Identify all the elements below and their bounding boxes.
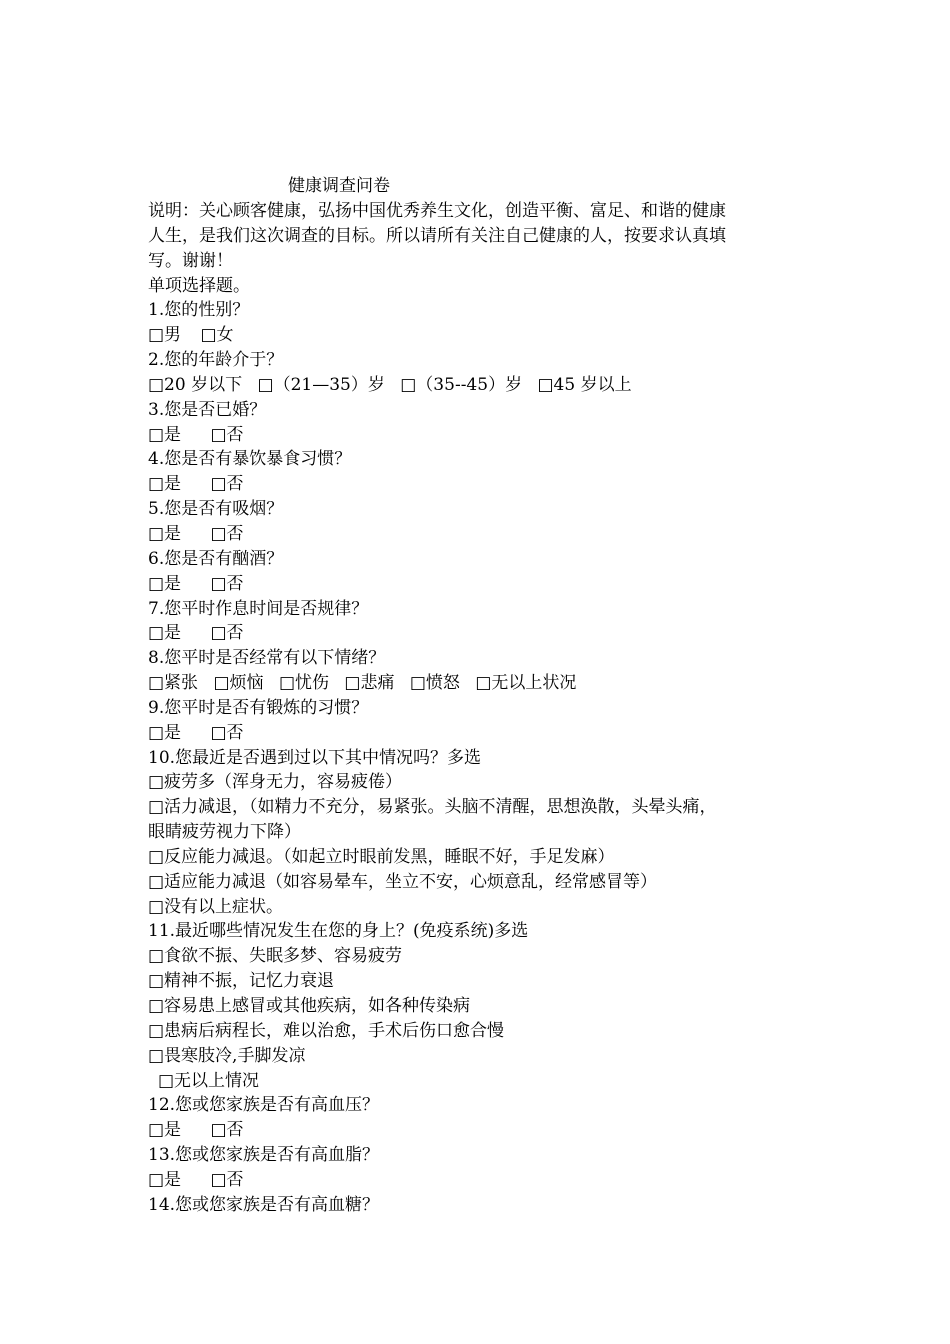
option-checkbox[interactable]: □无以上状况	[475, 673, 577, 694]
question-4: 4.您是否有暴饮暴食习惯？	[148, 449, 352, 470]
questionnaire-body	[148, 199, 813, 1218]
option-checkbox[interactable]: □男	[148, 325, 182, 346]
option-checkbox[interactable]: □适应能力减退（如容易晕车，坐立不安，心烦意乱，经常感冒等）	[148, 871, 658, 892]
option-checkbox[interactable]: □忧伤	[278, 673, 329, 694]
intro-line-3: 写。谢谢！	[148, 250, 233, 271]
question-11: 11.最近哪些情况发生在您的身上？(免疫系统)多选	[148, 921, 529, 942]
page-title: 健康调查问卷	[288, 176, 390, 196]
option-checkbox[interactable]: □是	[148, 523, 182, 544]
intro-line-1: 说明：关心顾客健康，弘扬中国优秀养生文化，创造平衡、富足、和谐的健康	[148, 201, 726, 221]
question-2-options	[148, 373, 813, 398]
question-2: 2.您的年龄介于？	[148, 350, 284, 371]
option-continuation: 眼睛疲劳视力下降）	[148, 822, 301, 843]
option-checkbox[interactable]: □没有以上症状。	[148, 896, 284, 917]
question-9-options	[148, 721, 813, 746]
intro-line-2: 人生，是我们这次调查的目标。所以请所有关注自己健康的人，按要求认真填	[148, 225, 726, 246]
option-checkbox[interactable]: □疲劳多（浑身无力，容易疲倦）	[148, 772, 403, 793]
option-checkbox[interactable]: □容易患上感冒或其他疾病，如各种传染病	[148, 996, 471, 1016]
option-checkbox[interactable]: □否	[210, 623, 244, 644]
option-checkbox[interactable]: □否	[210, 424, 244, 445]
question-13-options	[148, 1168, 813, 1193]
question-13: 13.您或您家族是否有高血脂？	[148, 1145, 380, 1166]
question-12-options	[148, 1118, 813, 1143]
question-4-options	[148, 472, 813, 497]
option-checkbox[interactable]: □否	[210, 1120, 244, 1141]
option-checkbox[interactable]: □（35--45）岁	[400, 374, 523, 395]
question-6-options	[148, 572, 813, 597]
option-checkbox[interactable]: □悲痛	[344, 673, 395, 694]
option-checkbox[interactable]: □是	[148, 474, 182, 495]
option-checkbox[interactable]: □是	[148, 1120, 182, 1141]
section-heading: 单项选择题。	[148, 275, 250, 296]
option-checkbox[interactable]: □是	[148, 573, 182, 594]
question-7: 7.您平时作息时间是否规律？	[148, 598, 369, 619]
option-checkbox[interactable]: □否	[210, 1169, 244, 1190]
question-3-options	[148, 423, 813, 448]
question-9: 9.您平时是否有锻炼的习惯？	[148, 697, 369, 718]
option-checkbox[interactable]: □是	[148, 1169, 182, 1190]
question-10: 10.您最近是否遇到过以下其中情况吗？多选	[148, 747, 482, 768]
option-checkbox[interactable]: □女	[200, 325, 234, 346]
option-checkbox[interactable]: □否	[210, 722, 244, 743]
option-checkbox[interactable]: □是	[148, 623, 182, 644]
option-checkbox[interactable]: □烦恼	[213, 673, 264, 694]
option-checkbox[interactable]: □患病后病程长，难以治愈，手术后伤口愈合慢	[148, 1020, 505, 1041]
question-8-options	[148, 671, 813, 696]
option-checkbox[interactable]: □无以上情况	[158, 1070, 260, 1091]
option-checkbox[interactable]: □20 岁以下	[148, 374, 243, 395]
question-5: 5.您是否有吸烟？	[148, 499, 284, 520]
option-checkbox[interactable]: □精神不振，记忆力衰退	[148, 971, 335, 992]
option-checkbox[interactable]: □45 岁以上	[537, 374, 632, 395]
option-checkbox[interactable]: □（21—35）岁	[257, 374, 385, 395]
option-checkbox[interactable]: □否	[210, 573, 244, 594]
option-checkbox[interactable]: □紧张	[148, 673, 199, 694]
option-checkbox[interactable]: □否	[210, 474, 244, 495]
question-1-options	[148, 323, 813, 348]
option-checkbox[interactable]: □是	[148, 722, 182, 743]
option-checkbox[interactable]: □否	[210, 523, 244, 544]
option-checkbox[interactable]: □畏寒肢冷,手脚发凉	[148, 1045, 306, 1066]
question-8: 8.您平时是否经常有以下情绪？	[148, 648, 386, 669]
question-6: 6.您是否有酗酒？	[148, 548, 284, 569]
question-5-options	[148, 522, 813, 547]
question-14: 14.您或您家族是否有高血糖？	[148, 1194, 380, 1215]
option-checkbox[interactable]: □活力减退，（如精力不充分，易紧张。头脑不清醒，思想涣散，头晕头痛，	[148, 797, 717, 818]
option-checkbox[interactable]: □愤怒	[409, 673, 460, 694]
option-checkbox[interactable]: □是	[148, 424, 182, 445]
question-7-options	[148, 621, 813, 646]
question-12: 12.您或您家族是否有高血压？	[148, 1095, 380, 1116]
question-3: 3.您是否已婚？	[148, 399, 267, 420]
question-1: 1.您的性别？	[148, 300, 250, 321]
option-checkbox[interactable]: □反应能力减退。（如起立时眼前发黑，睡眠不好，手足发麻）	[148, 846, 615, 867]
option-checkbox[interactable]: □食欲不振、失眠多梦、容易疲劳	[148, 946, 403, 967]
